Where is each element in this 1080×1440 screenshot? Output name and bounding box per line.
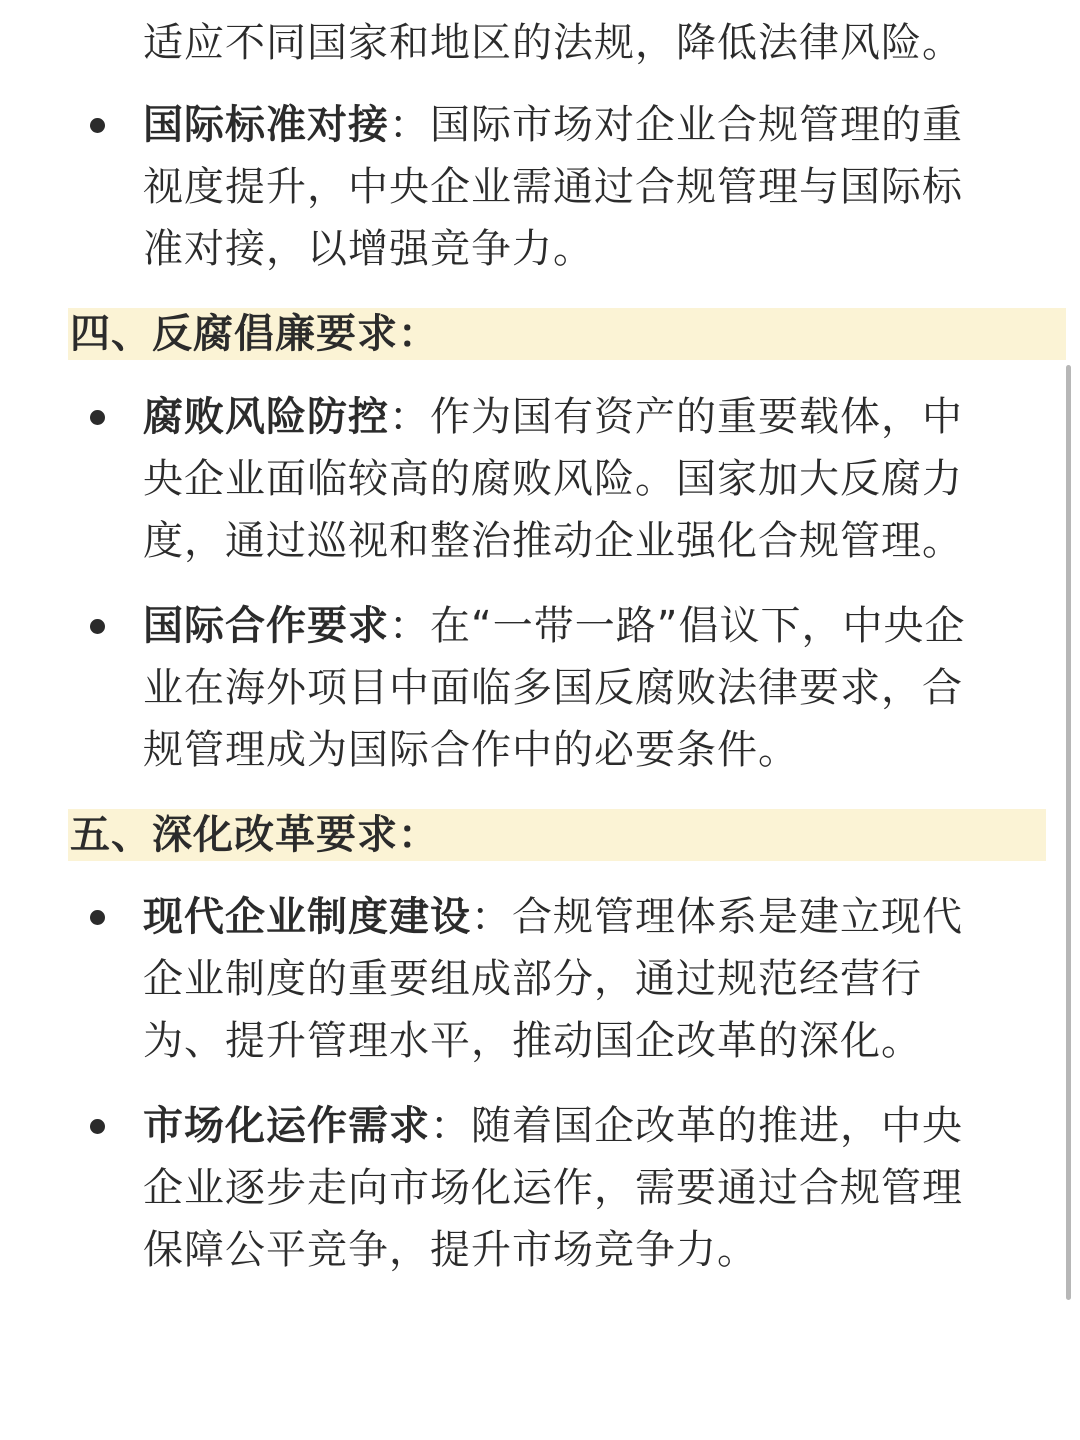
list-item-text: 规管理成为国际合作中的必要条件。: [143, 727, 799, 773]
list-item-text: 业在海外项目中面临多国反腐败法律要求，合: [143, 665, 963, 711]
bullet-dot: [90, 619, 105, 634]
list-item-text: 国际市场对企业合规管理的重: [430, 102, 963, 148]
list-item-text: 央企业面临较高的腐败风险。国家加大反腐力: [143, 456, 963, 502]
list-item-separator: ：: [389, 603, 430, 649]
list-item-title: 国际标准对接: [143, 102, 389, 148]
list-item-first-line: [143, 886, 963, 948]
list-item-separator: ：: [389, 394, 430, 440]
list-item-text: 企业制度的重要组成部分，通过规范经营行: [143, 956, 922, 1002]
list-item-title: 国际合作要求: [143, 603, 389, 649]
bullet-dot: [90, 1119, 105, 1134]
list-item-text: 视度提升，中央企业需通过合规管理与国际标: [143, 164, 963, 210]
section-heading-5: [68, 809, 1046, 861]
list-item-separator: ：: [471, 894, 512, 940]
vertical-scrollbar[interactable]: [1066, 365, 1071, 1300]
list-item-first-line: [143, 1095, 963, 1157]
list-item-separator: ：: [389, 102, 430, 148]
intro-tail-text: 适应不同国家和地区的法规，降低法律风险。: [143, 20, 963, 66]
bullet-dot: [90, 118, 105, 133]
list-item-text: 准对接，以增强竞争力。: [143, 226, 594, 272]
list-item-title: 现代企业制度建设: [143, 894, 471, 940]
section-heading-text: 四、反腐倡廉要求：: [70, 311, 439, 357]
list-item-text: 合规管理体系是建立现代: [512, 894, 963, 940]
list-item-separator: ：: [430, 1103, 471, 1149]
list-item-text: 在“一带一路”倡议下，中央企: [430, 603, 966, 649]
bullet-dot: [90, 910, 105, 925]
list-item-text: 度，通过巡视和整治推动企业强化合规管理。: [143, 518, 963, 564]
bullet-dot: [90, 410, 105, 425]
list-item-text: 企业逐步走向市场化运作，需要通过合规管理: [143, 1165, 963, 1211]
list-item-text: 作为国有资产的重要载体，中: [430, 394, 963, 440]
list-item-title: 腐败风险防控: [143, 394, 389, 440]
section-heading-4: [68, 308, 1066, 360]
list-item-first-line: [143, 386, 963, 448]
list-item-text: 保障公平竞争，提升市场竞争力。: [143, 1227, 758, 1273]
list-item-text: 随着国企改革的推进，中央: [471, 1103, 963, 1149]
list-item-title: 市场化运作需求: [143, 1103, 430, 1149]
section-heading-text: 五、深化改革要求：: [70, 812, 439, 858]
list-item-first-line: [143, 94, 963, 156]
list-item-text: 为、提升管理水平，推动国企改革的深化。: [143, 1018, 922, 1064]
list-item-first-line: [143, 595, 965, 657]
